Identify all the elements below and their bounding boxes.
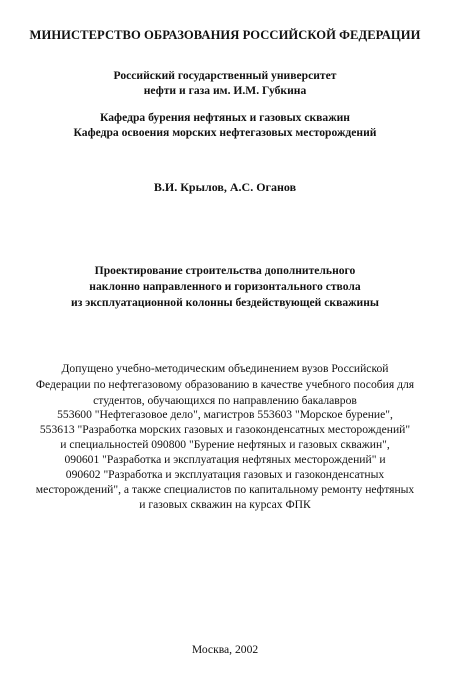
book-title-line-3: из эксплуатационной колонны бездействующей скважины <box>71 296 379 309</box>
approval-line-4: 553600 "Нефтегазовое дело", магистров 553603 "Морское бурение", <box>57 408 393 421</box>
department-offshore: Кафедра освоения морских нефтегазовых месторождений <box>73 126 377 139</box>
ministry-heading: МИНИСТЕРСТВО ОБРАЗОВАНИЯ РОССИЙСКОЙ ФЕДЕРАЦИИ <box>29 28 421 42</box>
approval-line-1: Допущено учебно-методическим объединением вузов Российской <box>61 362 389 375</box>
department-drilling: Кафедра бурения нефтяных и газовых скважин <box>100 111 350 124</box>
approval-line-2: Федерации по нефтегазовому образованию в качестве учебного пособия для <box>35 378 415 391</box>
approval-line-5: 553613 "Разработка морских газовых и газоконденсатных месторождений" <box>39 423 411 436</box>
authors: В.И. Крылов, А.С. Оганов <box>153 180 297 194</box>
university-name-line-2: нефти и газа им. И.М. Губкина <box>143 84 307 97</box>
city-year: Москва, 2002 <box>191 643 259 656</box>
approval-line-3: студентов, обучающихся по направлению бакалавров <box>93 394 357 407</box>
university-name-line-1: Российский государственный университет <box>113 69 337 82</box>
approval-line-8: 090602 "Разработка и эксплуатация газовых и газоконденсатных <box>65 468 385 481</box>
book-title-line-1: Проектирование строительства дополнительного <box>94 264 356 277</box>
approval-line-7: 090601 "Разработка и эксплуатация нефтяных месторождений" и <box>64 453 386 466</box>
approval-line-6: и специальностей 090800 "Бурение нефтяных и газовых скважин", <box>60 438 390 451</box>
book-title-line-2: наклонно направленного и горизонтального ствола <box>89 280 361 293</box>
approval-line-9: месторождений", а также специалистов по капитальному ремонту нефтяных <box>35 483 415 496</box>
approval-line-10: и газовых скважин на курсах ФПК <box>139 498 311 511</box>
